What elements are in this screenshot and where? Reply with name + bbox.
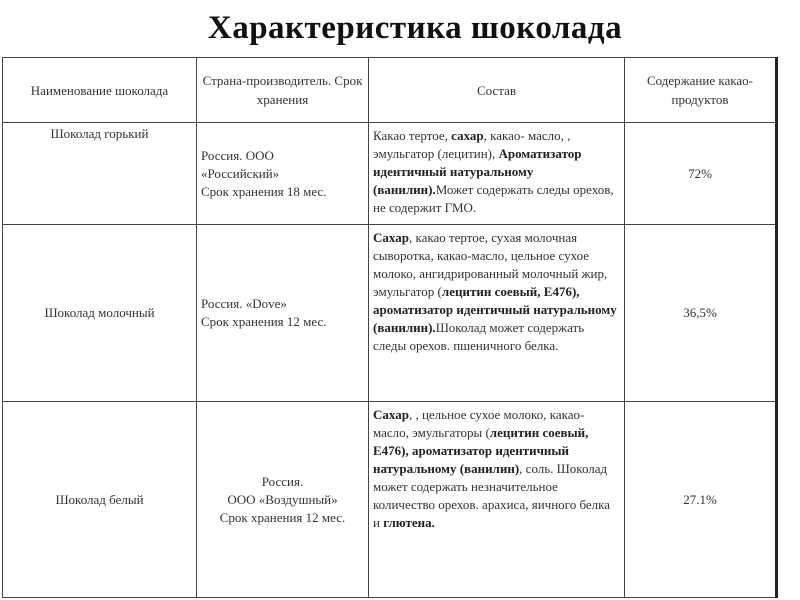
row-name: Шоколад белый bbox=[3, 402, 197, 598]
country-line: ООО «Воздушный» bbox=[227, 491, 338, 507]
row-cocoa: 36,5% bbox=[625, 225, 777, 402]
page-title: Характеристика шоколада bbox=[207, 10, 623, 46]
shelf-life: Срок хранения 12 мес. bbox=[219, 509, 346, 525]
row-composition: Сахар, , цельное сухое молоко, какао-масло, эмульгаторы (лецитин соевый, Е476), ароматизатор идентичный натуральному (ванилин), соль. Шоколад может содержать незначительное количество орехов. арахиса, яичного белка и глютена. bbox=[369, 402, 625, 598]
country-line: «Российский» bbox=[201, 165, 280, 181]
country-line: Россия. ООО bbox=[201, 147, 274, 163]
row-country bbox=[197, 123, 369, 225]
row-country bbox=[197, 225, 369, 402]
chocolate-table bbox=[2, 57, 778, 598]
header-country: Страна-производитель. Срок хранения bbox=[197, 58, 369, 123]
table-row bbox=[3, 225, 777, 402]
row-name: Шоколад горький bbox=[3, 123, 197, 225]
header-row bbox=[3, 58, 777, 123]
table-row bbox=[3, 123, 777, 225]
header-composition: Состав bbox=[369, 58, 625, 123]
row-composition: Сахар, какао тертое, сухая молочная сыворотка, какао-масло, цельное сухое молоко, ангидрированный молочный жир, эмульгатор (лецитин соевый, Е476), ароматизатор идентичный натуральному (ванилин).Шоколад может содержать следы орехов. пшеничного белка. bbox=[369, 225, 625, 402]
header-name: Наименование шоколада bbox=[3, 58, 197, 123]
row-composition: Какао тертое, сахар, какао- масло, , эмульгатор (лецитин), Ароматизатор идентичный натуральному (ванилин).Может содержать следы орехов, не содержит ГМО. bbox=[369, 123, 625, 225]
row-cocoa: 27.1% bbox=[625, 402, 777, 598]
table-row bbox=[3, 402, 777, 598]
row-cocoa: 72% bbox=[625, 123, 777, 225]
shelf-life: Срок хранения 12 мес. bbox=[201, 314, 327, 329]
header-cocoa: Содержание какао-продуктов bbox=[625, 58, 777, 123]
country-line: Россия. bbox=[261, 473, 304, 489]
country-line: Россия. «Dove» bbox=[201, 296, 287, 311]
row-country bbox=[197, 402, 369, 598]
shelf-life: Срок хранения 18 мес. bbox=[201, 183, 327, 199]
row-name: Шоколад молочный bbox=[3, 225, 197, 402]
